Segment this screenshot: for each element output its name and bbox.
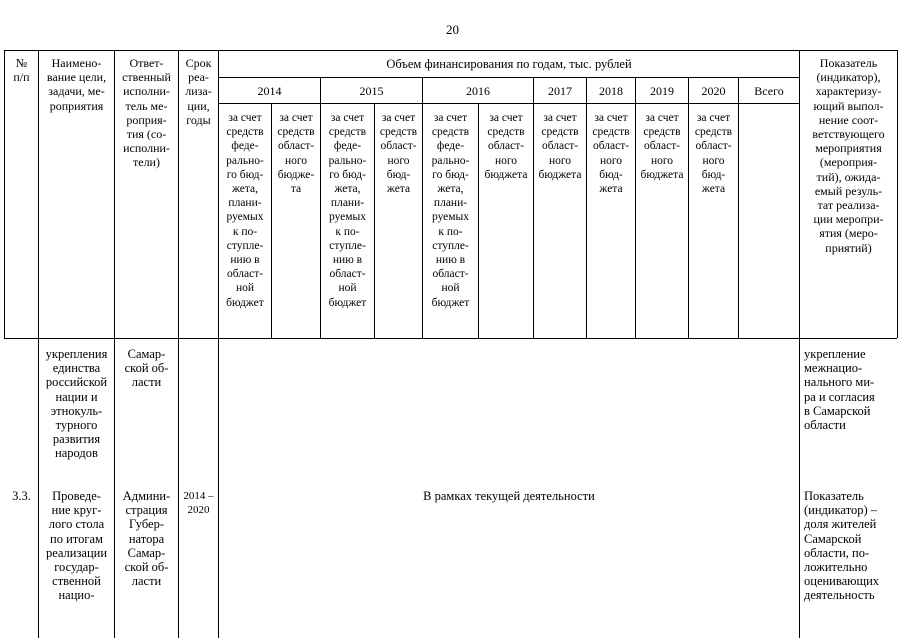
header-col-responsible: Ответ- ственный исполни- тель ме- роприя- тия (со- исполни- тели) <box>122 56 171 170</box>
row-3-3-name: Проведе- ние круг- лого стола по итогам реализации государ- ственной нацио- <box>45 489 108 603</box>
header-col-name: Наимено- вание цели, задачи, ме- роприятия <box>46 56 107 113</box>
year-2015: 2015 <box>359 84 384 98</box>
subheader-2018-regional: за счет средств област- ного бюд- жета <box>592 112 630 196</box>
year-2020: 2020 <box>701 84 726 98</box>
header-col-term: Срок реа- лиза- ции, годы <box>185 56 212 127</box>
row-cont-name: укрепления единства российской нации и этнокуль- турного развития народов <box>45 347 108 461</box>
row-cont-responsible: Самар- ской об- ласти <box>124 347 169 390</box>
row-3-3-number: 3.3. <box>12 489 31 503</box>
header-bottom-border <box>4 338 897 339</box>
subheader-2017-regional: за счет средств област- ного бюджета <box>538 112 582 181</box>
page-number: 20 <box>446 22 459 37</box>
subheader-2015-federal: за счет средств феде- рально- го бюд- жета, плани- руемых к по- ступле- нию в област- ной бюджет <box>328 112 367 309</box>
header-col-num: № п/п <box>13 56 30 85</box>
header-col-finance: Объем финансирования по годам, тыс. рублей <box>386 57 632 71</box>
subheader-2014-regional: за счет средств област- ного бюдже- та <box>277 112 315 196</box>
row-cont-indicator: укрепление межнацио- нального ми- ра и согласия в Самарской области <box>804 347 875 433</box>
subheader-2020-regional: за счет средств област- ного бюд- жета <box>694 112 733 196</box>
year-total: Всего <box>754 84 784 98</box>
table-left-border <box>4 50 5 338</box>
row-3-3-indicator: Показатель (индикатор) – доля жителей Самарской области, по- ложительно оценивающих деятельность <box>804 489 880 603</box>
table-top-border <box>4 50 897 51</box>
subheader-2016-regional: за счет средств област- ного бюджета <box>484 112 528 181</box>
row-3-3-term: 2014 – 2020 <box>183 490 214 517</box>
year-divider-total <box>738 77 739 338</box>
years-row-bottom-border <box>218 103 799 104</box>
col-divider-resp <box>178 50 179 638</box>
row-3-3-responsible: Админи- страция Губер- натора Самар- ской об- ласти <box>122 489 171 589</box>
year-2014: 2014 <box>257 84 282 98</box>
year-2018: 2018 <box>599 84 623 98</box>
subheader-2016-federal: за счет средств феде- рально- го бюд- жета, плани- руемых к по- ступле- нию в област- ной бюджет <box>431 112 470 309</box>
row-3-3-finance: В рамках текущей деятельности <box>423 489 595 503</box>
table-right-border <box>897 50 898 338</box>
year-2016: 2016 <box>466 84 490 98</box>
subheader-2019-regional: за счет средств област- ного бюджета <box>640 112 684 181</box>
subheader-2015-regional: за счет средств област- ного бюд- жета <box>379 112 418 196</box>
years-row-top-border <box>218 77 799 78</box>
year-2017: 2017 <box>548 84 572 98</box>
year-2019: 2019 <box>650 84 674 98</box>
subheader-2014-federal: за счет средств феде- рально- го бюд- жета, плани- руемых к по- ступле- нию в област- ной бюджет <box>226 112 264 309</box>
header-col-indicator: Показатель (индикатор), характеризу- ющий выпол- нение соот- ветствующего мероприятия (мероприя- тий), ожида- емый резуль- тат реализа- ции меропри- ятия (меро- приятий) <box>812 56 885 255</box>
